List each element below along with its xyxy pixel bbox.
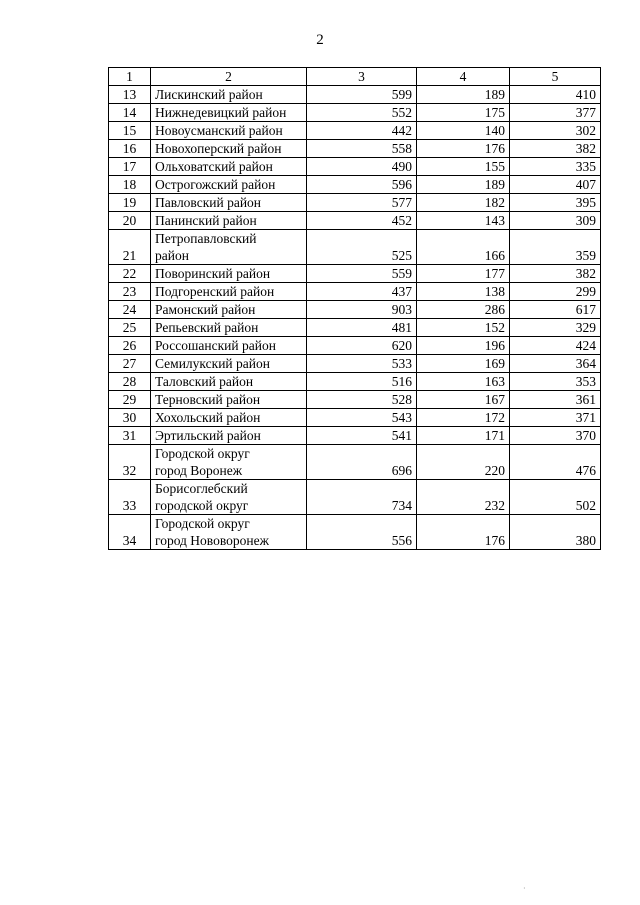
table-row [109, 409, 601, 427]
table-row [109, 355, 601, 373]
value-c4: 167 [417, 391, 510, 409]
district-name-line: Хохольский район [155, 410, 261, 425]
column-header: 4 [417, 68, 510, 86]
district-name-line: Таловский район [155, 374, 254, 389]
district-name-line: Панинский район [155, 213, 257, 228]
value-c5: 364 [510, 355, 601, 373]
value-c5: 502 [510, 480, 601, 515]
table-row [109, 212, 601, 230]
value-c5: 329 [510, 319, 601, 337]
row-number: 24 [109, 301, 151, 319]
table-row [109, 158, 601, 176]
district-name [151, 355, 307, 373]
table-row [109, 391, 601, 409]
value-c4: 138 [417, 283, 510, 301]
row-number: 15 [109, 122, 151, 140]
scan-dot: · [523, 884, 526, 893]
district-name-line: Лискинский район [155, 87, 263, 102]
column-header: 3 [307, 68, 417, 86]
value-c4: 172 [417, 409, 510, 427]
page-number: 2 [316, 32, 324, 48]
value-c4: 171 [417, 427, 510, 445]
table-row [109, 480, 601, 515]
district-name [151, 409, 307, 427]
value-c3: 599 [307, 86, 417, 104]
district-name [151, 515, 307, 550]
column-header: 5 [510, 68, 601, 86]
column-header: 2 [151, 68, 307, 86]
value-c5: 299 [510, 283, 601, 301]
value-c5: 361 [510, 391, 601, 409]
district-name [151, 230, 307, 265]
data-table [108, 67, 601, 550]
value-c4: 176 [417, 515, 510, 550]
district-name [151, 212, 307, 230]
value-c4: 163 [417, 373, 510, 391]
table-header-row [109, 68, 601, 86]
district-name [151, 301, 307, 319]
value-c4: 189 [417, 86, 510, 104]
value-c3: 452 [307, 212, 417, 230]
district-name-line: Нижнедевицкий район [155, 105, 287, 120]
value-c5: 359 [510, 230, 601, 265]
value-c3: 516 [307, 373, 417, 391]
district-name-line: Поворинский район [155, 266, 271, 281]
district-name [151, 319, 307, 337]
table-row [109, 86, 601, 104]
district-name [151, 373, 307, 391]
value-c3: 528 [307, 391, 417, 409]
table-row [109, 194, 601, 212]
district-name-line: Семилукский район [155, 356, 270, 371]
district-name-line: Подгоренский район [155, 284, 275, 299]
row-number: 22 [109, 265, 151, 283]
row-number: 33 [109, 480, 151, 515]
row-number: 26 [109, 337, 151, 355]
value-c3: 525 [307, 230, 417, 265]
value-c5: 407 [510, 176, 601, 194]
value-c4: 175 [417, 104, 510, 122]
value-c4: 176 [417, 140, 510, 158]
table-row [109, 104, 601, 122]
district-name-line: Острогожский район [155, 177, 276, 192]
value-c5: 410 [510, 86, 601, 104]
district-name [151, 86, 307, 104]
row-number: 21 [109, 230, 151, 265]
district-name [151, 140, 307, 158]
district-name-line: Терновский район [155, 392, 261, 407]
value-c3: 543 [307, 409, 417, 427]
district-name-line: Россошанский район [155, 338, 276, 353]
value-c3: 558 [307, 140, 417, 158]
district-name [151, 122, 307, 140]
table-row [109, 515, 601, 550]
district-name [151, 158, 307, 176]
row-number: 28 [109, 373, 151, 391]
value-c3: 903 [307, 301, 417, 319]
row-number: 25 [109, 319, 151, 337]
row-number: 20 [109, 212, 151, 230]
row-number: 30 [109, 409, 151, 427]
district-name-line: Павловский район [155, 195, 262, 210]
value-c5: 382 [510, 140, 601, 158]
district-name [151, 194, 307, 212]
table-row [109, 230, 601, 265]
district-name-line: Городской округ [155, 446, 250, 461]
district-name [151, 445, 307, 480]
value-c3: 490 [307, 158, 417, 176]
value-c3: 559 [307, 265, 417, 283]
district-name-line: Новохоперский район [155, 141, 282, 156]
value-c5: 302 [510, 122, 601, 140]
district-name-line: Эртильский район [155, 428, 261, 443]
row-number: 19 [109, 194, 151, 212]
value-c5: 309 [510, 212, 601, 230]
row-number: 14 [109, 104, 151, 122]
district-name-line: Петропавловский [155, 231, 257, 246]
value-c4: 155 [417, 158, 510, 176]
district-name [151, 391, 307, 409]
value-c5: 476 [510, 445, 601, 480]
district-name-line: город Нововоронеж [155, 533, 269, 548]
district-name [151, 265, 307, 283]
district-name-line: Ольховатский район [155, 159, 273, 174]
value-c5: 353 [510, 373, 601, 391]
row-number: 32 [109, 445, 151, 480]
district-name [151, 480, 307, 515]
district-name [151, 176, 307, 194]
row-number: 18 [109, 176, 151, 194]
row-number: 29 [109, 391, 151, 409]
district-name [151, 104, 307, 122]
table-row [109, 319, 601, 337]
value-c5: 371 [510, 409, 601, 427]
district-name [151, 337, 307, 355]
table-row [109, 301, 601, 319]
row-number: 31 [109, 427, 151, 445]
value-c5: 370 [510, 427, 601, 445]
value-c5: 617 [510, 301, 601, 319]
value-c4: 189 [417, 176, 510, 194]
value-c4: 169 [417, 355, 510, 373]
district-name-line: Репьевский район [155, 320, 259, 335]
value-c3: 620 [307, 337, 417, 355]
row-number: 34 [109, 515, 151, 550]
table-row [109, 445, 601, 480]
value-c4: 166 [417, 230, 510, 265]
district-name-line: город Воронеж [155, 463, 243, 478]
value-c4: 286 [417, 301, 510, 319]
value-c3: 696 [307, 445, 417, 480]
table-row [109, 265, 601, 283]
table-row [109, 140, 601, 158]
district-name [151, 427, 307, 445]
row-number: 23 [109, 283, 151, 301]
table-row [109, 283, 601, 301]
value-c3: 556 [307, 515, 417, 550]
value-c4: 140 [417, 122, 510, 140]
row-number: 16 [109, 140, 151, 158]
district-name-line: Рамонский район [155, 302, 256, 317]
value-c4: 182 [417, 194, 510, 212]
value-c5: 335 [510, 158, 601, 176]
value-c3: 552 [307, 104, 417, 122]
table-row [109, 427, 601, 445]
value-c3: 596 [307, 176, 417, 194]
table-body [109, 68, 601, 550]
value-c3: 734 [307, 480, 417, 515]
value-c5: 424 [510, 337, 601, 355]
value-c3: 437 [307, 283, 417, 301]
value-c3: 541 [307, 427, 417, 445]
value-c4: 232 [417, 480, 510, 515]
value-c4: 143 [417, 212, 510, 230]
value-c5: 395 [510, 194, 601, 212]
row-number: 13 [109, 86, 151, 104]
district-name-line: район [155, 248, 189, 263]
row-number: 27 [109, 355, 151, 373]
district-name [151, 283, 307, 301]
table-row [109, 373, 601, 391]
table-row [109, 176, 601, 194]
table-row [109, 337, 601, 355]
value-c3: 442 [307, 122, 417, 140]
district-name-line: Борисоглебский [155, 481, 248, 496]
value-c3: 533 [307, 355, 417, 373]
district-name-line: Городской округ [155, 516, 250, 531]
value-c5: 380 [510, 515, 601, 550]
value-c3: 481 [307, 319, 417, 337]
value-c4: 196 [417, 337, 510, 355]
value-c3: 577 [307, 194, 417, 212]
column-header: 1 [109, 68, 151, 86]
district-name-line: городской округ [155, 498, 249, 513]
value-c4: 177 [417, 265, 510, 283]
value-c5: 382 [510, 265, 601, 283]
district-name-line: Новоусманский район [155, 123, 283, 138]
table-row [109, 122, 601, 140]
row-number: 17 [109, 158, 151, 176]
value-c4: 152 [417, 319, 510, 337]
value-c5: 377 [510, 104, 601, 122]
value-c4: 220 [417, 445, 510, 480]
